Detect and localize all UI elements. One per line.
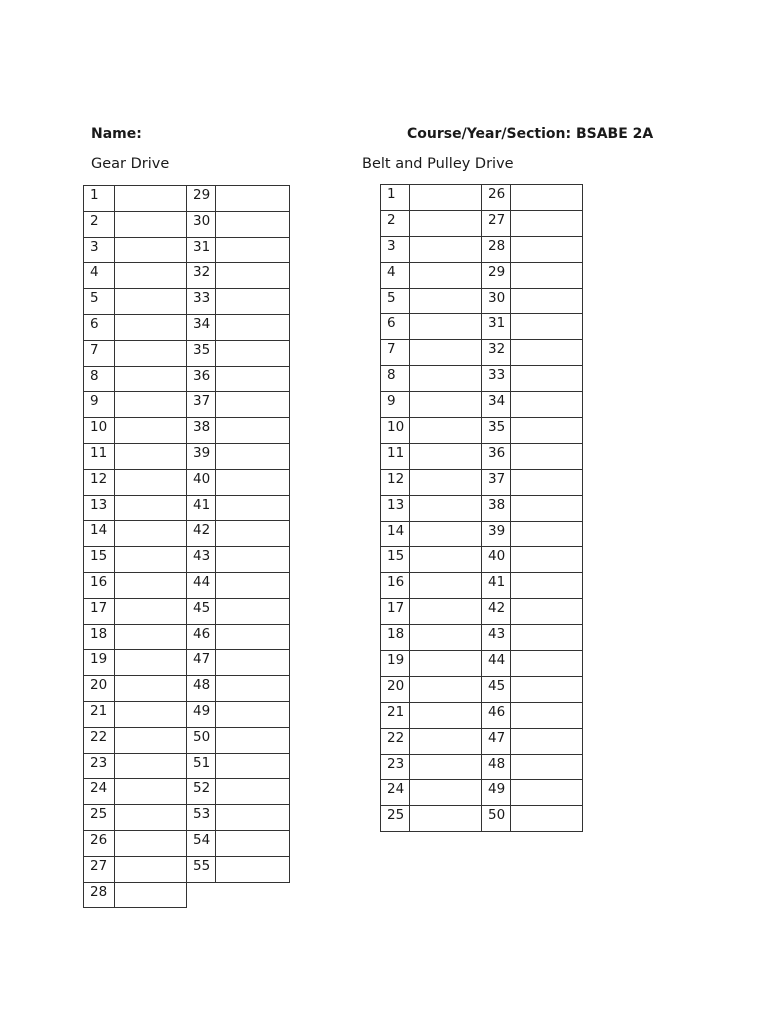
item-number: 26: [482, 185, 511, 211]
answer-cell[interactable]: [115, 779, 187, 805]
item-number: 40: [482, 547, 511, 573]
item-number: 51: [187, 753, 216, 779]
answer-cell[interactable]: [511, 651, 583, 677]
answer-cell[interactable]: [115, 289, 187, 315]
answer-row: [84, 211, 290, 237]
item-number: 41: [187, 495, 216, 521]
answer-row: [381, 366, 583, 392]
answer-cell[interactable]: [115, 263, 187, 289]
answer-cell[interactable]: [115, 314, 187, 340]
answer-row: [84, 624, 290, 650]
item-number: 6: [381, 314, 410, 340]
answer-cell[interactable]: [511, 495, 583, 521]
item-number: 10: [84, 418, 115, 444]
answer-row: [84, 547, 290, 573]
course-year-section-label: Course/Year/Section: BSABE 2A: [407, 126, 654, 142]
item-number: 7: [84, 340, 115, 366]
item-number: 53: [187, 805, 216, 831]
item-number: 50: [187, 727, 216, 753]
item-number: 21: [381, 702, 410, 728]
item-number: 36: [187, 366, 216, 392]
answer-cell[interactable]: [410, 625, 482, 651]
item-number: 16: [84, 572, 115, 598]
answer-row: [381, 314, 583, 340]
item-number: 33: [482, 366, 511, 392]
answer-cell[interactable]: [216, 289, 290, 315]
item-number: 42: [187, 521, 216, 547]
answer-cell[interactable]: [511, 547, 583, 573]
item-number: 43: [187, 547, 216, 573]
item-number: 7: [381, 340, 410, 366]
answer-cell[interactable]: [410, 806, 482, 832]
answer-cell[interactable]: [216, 443, 290, 469]
item-number: 41: [482, 573, 511, 599]
answer-cell[interactable]: [216, 237, 290, 263]
answer-row: [381, 521, 583, 547]
answer-row: [381, 469, 583, 495]
answer-cell[interactable]: [410, 651, 482, 677]
answer-row: [84, 366, 290, 392]
answer-cell[interactable]: [216, 521, 290, 547]
answer-cell[interactable]: [410, 754, 482, 780]
answer-row: [381, 236, 583, 262]
item-number: 12: [381, 469, 410, 495]
item-number: 18: [381, 625, 410, 651]
answer-row: [84, 521, 290, 547]
answer-cell[interactable]: [511, 573, 583, 599]
answer-cell[interactable]: [216, 676, 290, 702]
answer-row: [84, 314, 290, 340]
answer-cell[interactable]: [115, 547, 187, 573]
item-number: 11: [84, 443, 115, 469]
answer-cell[interactable]: [410, 728, 482, 754]
answer-cell[interactable]: [410, 262, 482, 288]
item-number: 37: [187, 392, 216, 418]
answer-cell[interactable]: [216, 830, 290, 856]
answer-cell[interactable]: [511, 392, 583, 418]
answer-row: [84, 572, 290, 598]
answer-row: [84, 779, 290, 805]
item-number: 39: [187, 443, 216, 469]
answer-row: [381, 392, 583, 418]
answer-row: [381, 676, 583, 702]
item-number: 50: [482, 806, 511, 832]
answer-row: [381, 340, 583, 366]
item-number: 28: [84, 882, 115, 908]
item-number: 45: [482, 676, 511, 702]
answer-row: [381, 185, 583, 211]
answer-cell[interactable]: [115, 237, 187, 263]
answer-cell[interactable]: [511, 728, 583, 754]
answer-cell[interactable]: [511, 469, 583, 495]
answer-cell[interactable]: [115, 186, 187, 212]
answer-row: [381, 573, 583, 599]
answer-cell[interactable]: [115, 701, 187, 727]
item-number: 13: [84, 495, 115, 521]
item-number: 28: [482, 236, 511, 262]
answer-cell[interactable]: [115, 856, 187, 882]
answer-row: [381, 547, 583, 573]
answer-cell[interactable]: [216, 340, 290, 366]
item-number: 2: [84, 211, 115, 237]
item-number: 1: [84, 186, 115, 212]
answer-row: [84, 701, 290, 727]
answer-cell[interactable]: [115, 676, 187, 702]
answer-cell[interactable]: [115, 443, 187, 469]
answer-cell[interactable]: [216, 469, 290, 495]
answer-cell[interactable]: [511, 676, 583, 702]
answer-cell[interactable]: [410, 392, 482, 418]
answer-cell[interactable]: [216, 263, 290, 289]
item-number: 6: [84, 314, 115, 340]
answer-cell[interactable]: [511, 418, 583, 444]
item-number: 44: [482, 651, 511, 677]
answer-cell[interactable]: [511, 806, 583, 832]
answer-cell[interactable]: [115, 340, 187, 366]
item-number: 46: [482, 702, 511, 728]
item-number: 15: [84, 547, 115, 573]
answer-cell[interactable]: [511, 625, 583, 651]
answer-cell[interactable]: [216, 314, 290, 340]
answer-row: [381, 210, 583, 236]
answer-cell[interactable]: [216, 805, 290, 831]
answer-cell[interactable]: [216, 418, 290, 444]
answer-row: [84, 340, 290, 366]
answer-cell[interactable]: [410, 573, 482, 599]
item-number: 40: [187, 469, 216, 495]
answer-cell[interactable]: [410, 236, 482, 262]
item-number: 4: [381, 262, 410, 288]
answer-cell[interactable]: [410, 340, 482, 366]
answer-row: [84, 495, 290, 521]
item-number: 49: [187, 701, 216, 727]
item-number: 19: [381, 651, 410, 677]
answer-cell[interactable]: [410, 780, 482, 806]
answer-cell[interactable]: [511, 702, 583, 728]
item-number: 14: [381, 521, 410, 547]
item-number: 16: [381, 573, 410, 599]
answer-row: [84, 443, 290, 469]
item-number: 20: [84, 676, 115, 702]
answer-cell[interactable]: [511, 340, 583, 366]
empty-space: [187, 882, 290, 908]
answer-row: [381, 754, 583, 780]
item-number: 52: [187, 779, 216, 805]
item-number: 8: [381, 366, 410, 392]
answer-cell[interactable]: [511, 262, 583, 288]
answer-row: [84, 650, 290, 676]
item-number: 48: [482, 754, 511, 780]
item-number: 17: [381, 599, 410, 625]
answer-cell[interactable]: [511, 288, 583, 314]
answer-cell[interactable]: [115, 598, 187, 624]
item-number: 10: [381, 418, 410, 444]
answer-cell[interactable]: [410, 185, 482, 211]
answer-row: [381, 806, 583, 832]
belt-pulley-drive-title: Belt and Pulley Drive: [362, 156, 514, 172]
item-number: 21: [84, 701, 115, 727]
item-number: 17: [84, 598, 115, 624]
item-number: 25: [84, 805, 115, 831]
item-number: 38: [482, 495, 511, 521]
answer-cell[interactable]: [511, 210, 583, 236]
answer-cell[interactable]: [410, 366, 482, 392]
item-number: 33: [187, 289, 216, 315]
answer-cell[interactable]: [511, 443, 583, 469]
answer-row: [381, 728, 583, 754]
item-number: 34: [187, 314, 216, 340]
answer-cell[interactable]: [115, 753, 187, 779]
answer-row: [84, 186, 290, 212]
answer-row: [84, 676, 290, 702]
item-number: 20: [381, 676, 410, 702]
item-number: 42: [482, 599, 511, 625]
item-number: 4: [84, 263, 115, 289]
item-number: 54: [187, 830, 216, 856]
item-number: 27: [482, 210, 511, 236]
item-number: 5: [381, 288, 410, 314]
answer-cell[interactable]: [115, 572, 187, 598]
answer-row: [84, 882, 290, 908]
item-number: 32: [482, 340, 511, 366]
item-number: 47: [187, 650, 216, 676]
item-number: 2: [381, 210, 410, 236]
answer-cell[interactable]: [115, 650, 187, 676]
item-number: 24: [381, 780, 410, 806]
answer-row: [381, 262, 583, 288]
item-number: 30: [187, 211, 216, 237]
answer-cell[interactable]: [115, 624, 187, 650]
item-number: 46: [187, 624, 216, 650]
answer-cell[interactable]: [216, 753, 290, 779]
answer-row: [84, 263, 290, 289]
belt-pulley-answer-table: [380, 184, 583, 832]
item-number: 12: [84, 469, 115, 495]
item-number: 1: [381, 185, 410, 211]
item-number: 35: [482, 418, 511, 444]
answer-cell[interactable]: [115, 469, 187, 495]
answer-row: [84, 469, 290, 495]
answer-cell[interactable]: [115, 521, 187, 547]
answer-row: [84, 418, 290, 444]
gear-drive-title: Gear Drive: [91, 156, 170, 172]
answer-row: [381, 495, 583, 521]
answer-row: [84, 598, 290, 624]
answer-row: [84, 727, 290, 753]
answer-cell[interactable]: [216, 701, 290, 727]
answer-cell[interactable]: [115, 418, 187, 444]
answer-row: [381, 651, 583, 677]
answer-cell[interactable]: [216, 211, 290, 237]
answer-cell[interactable]: [115, 211, 187, 237]
answer-cell[interactable]: [410, 702, 482, 728]
answer-row: [381, 288, 583, 314]
answer-cell[interactable]: [115, 882, 187, 908]
item-number: 19: [84, 650, 115, 676]
answer-cell[interactable]: [511, 780, 583, 806]
answer-cell[interactable]: [115, 830, 187, 856]
answer-row: [381, 599, 583, 625]
answer-cell[interactable]: [216, 366, 290, 392]
answer-cell[interactable]: [511, 599, 583, 625]
item-number: 29: [482, 262, 511, 288]
answer-cell[interactable]: [410, 469, 482, 495]
item-number: 9: [84, 392, 115, 418]
answer-row: [381, 418, 583, 444]
item-number: 34: [482, 392, 511, 418]
answer-cell[interactable]: [216, 779, 290, 805]
item-number: 35: [187, 340, 216, 366]
gear-drive-answer-table: [83, 185, 290, 908]
answer-row: [84, 753, 290, 779]
item-number: 30: [482, 288, 511, 314]
answer-cell[interactable]: [410, 288, 482, 314]
answer-cell[interactable]: [216, 727, 290, 753]
answer-row: [84, 237, 290, 263]
answer-cell[interactable]: [216, 186, 290, 212]
answer-cell[interactable]: [410, 210, 482, 236]
item-number: 22: [84, 727, 115, 753]
answer-cell[interactable]: [115, 392, 187, 418]
answer-cell[interactable]: [216, 495, 290, 521]
item-number: 38: [187, 418, 216, 444]
name-label: Name:: [91, 126, 142, 142]
item-number: 32: [187, 263, 216, 289]
item-number: 36: [482, 443, 511, 469]
answer-row: [381, 780, 583, 806]
item-number: 29: [187, 186, 216, 212]
item-number: 37: [482, 469, 511, 495]
item-number: 26: [84, 830, 115, 856]
item-number: 45: [187, 598, 216, 624]
item-number: 15: [381, 547, 410, 573]
item-number: 31: [482, 314, 511, 340]
item-number: 22: [381, 728, 410, 754]
item-number: 44: [187, 572, 216, 598]
answer-row: [84, 856, 290, 882]
answer-cell[interactable]: [216, 624, 290, 650]
item-number: 23: [84, 753, 115, 779]
answer-row: [84, 805, 290, 831]
answer-cell[interactable]: [410, 521, 482, 547]
answer-cell[interactable]: [115, 727, 187, 753]
answer-cell[interactable]: [410, 418, 482, 444]
item-number: 9: [381, 392, 410, 418]
answer-row: [381, 443, 583, 469]
item-number: 3: [381, 236, 410, 262]
answer-cell[interactable]: [216, 572, 290, 598]
answer-row: [381, 702, 583, 728]
answer-cell[interactable]: [410, 676, 482, 702]
item-number: 55: [187, 856, 216, 882]
answer-cell[interactable]: [216, 547, 290, 573]
answer-row: [84, 289, 290, 315]
item-number: 8: [84, 366, 115, 392]
item-number: 11: [381, 443, 410, 469]
answer-cell[interactable]: [511, 754, 583, 780]
answer-cell[interactable]: [410, 547, 482, 573]
answer-row: [84, 392, 290, 418]
answer-cell[interactable]: [216, 650, 290, 676]
answer-cell[interactable]: [410, 314, 482, 340]
item-number: 48: [187, 676, 216, 702]
item-number: 23: [381, 754, 410, 780]
answer-cell[interactable]: [511, 236, 583, 262]
answer-cell[interactable]: [115, 805, 187, 831]
answer-cell[interactable]: [511, 314, 583, 340]
item-number: 3: [84, 237, 115, 263]
item-number: 27: [84, 856, 115, 882]
item-number: 25: [381, 806, 410, 832]
answer-cell[interactable]: [511, 521, 583, 547]
answer-cell[interactable]: [410, 443, 482, 469]
item-number: 47: [482, 728, 511, 754]
answer-cell[interactable]: [511, 366, 583, 392]
item-number: 18: [84, 624, 115, 650]
item-number: 43: [482, 625, 511, 651]
item-number: 49: [482, 780, 511, 806]
answer-row: [381, 625, 583, 651]
item-number: 39: [482, 521, 511, 547]
answer-cell[interactable]: [216, 598, 290, 624]
answer-cell[interactable]: [511, 185, 583, 211]
answer-cell[interactable]: [216, 392, 290, 418]
answer-cell[interactable]: [410, 495, 482, 521]
answer-cell[interactable]: [410, 599, 482, 625]
answer-cell[interactable]: [115, 366, 187, 392]
answer-cell[interactable]: [216, 856, 290, 882]
item-number: 31: [187, 237, 216, 263]
item-number: 13: [381, 495, 410, 521]
item-number: 14: [84, 521, 115, 547]
item-number: 24: [84, 779, 115, 805]
item-number: 5: [84, 289, 115, 315]
answer-cell[interactable]: [115, 495, 187, 521]
answer-row: [84, 830, 290, 856]
